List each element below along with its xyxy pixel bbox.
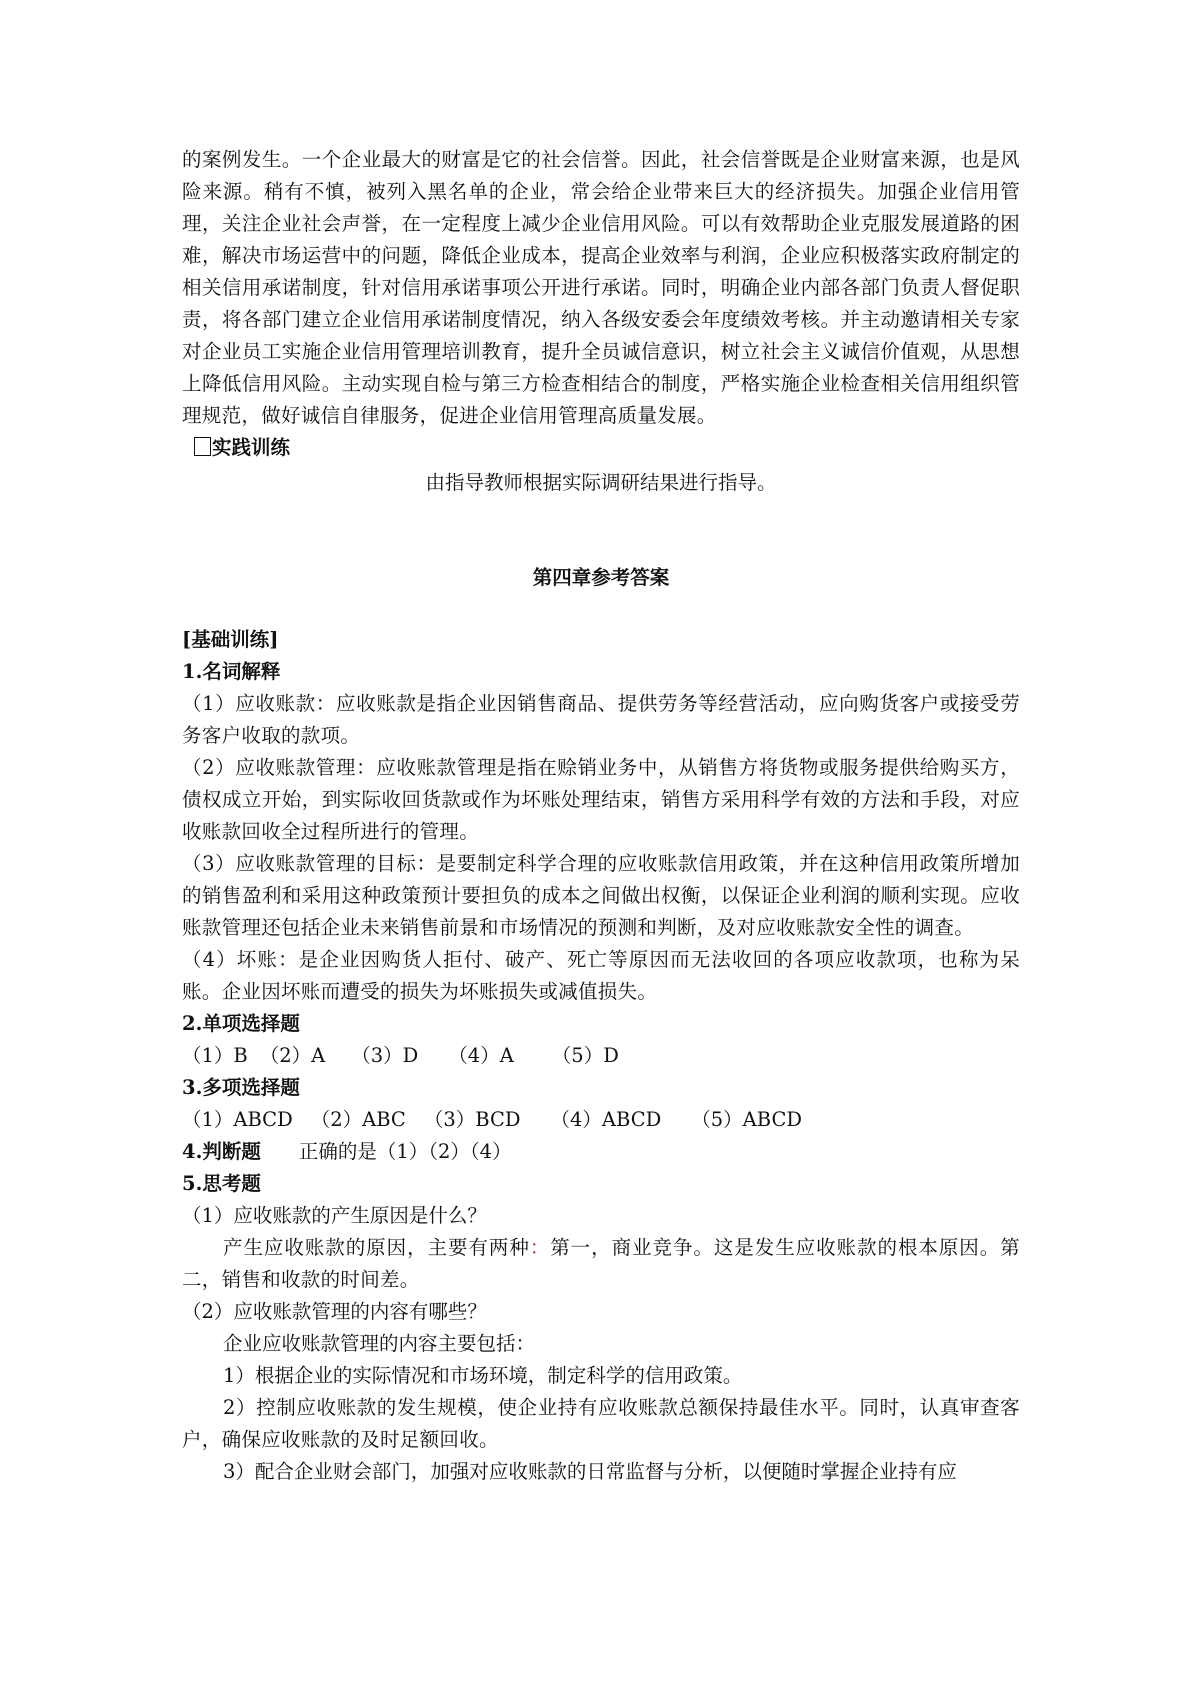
answer: （2）A — [259, 1044, 326, 1067]
definition-item: （4）坏账：是企业因购货人拒付、破产、死亡等原因而无法收回的各项应收款项，也称为呆账。企业因坏账而遭受的损失为坏账损失或减值损失。 — [182, 948, 1020, 1003]
answer-1-part2: 第一，商业竞争。这是发生应收账款的根本原因。第二，销售和收款的时间差。 — [182, 1236, 1020, 1291]
definition-item: （3）应收账款管理的目标：是要制定科学合理的应收账款信用政策，并在这种信用政策所增加的销售盈利和采用这种政策预计要担负的成本之间做出权衡，以保证企业利润的顺利实现。应收账款管理还包括企业未来销售前景和市场情况的预测和判断，及对应收账款安全性的调查。 — [182, 852, 1020, 939]
practice-heading — [194, 432, 1020, 464]
answer: （2）ABC — [310, 1108, 406, 1131]
answer-2-intro: 企业应收账款管理的内容主要包括： — [223, 1332, 536, 1355]
single-choice-answers — [182, 1040, 1020, 1072]
multi-choice-answers — [182, 1104, 1020, 1136]
answer-2-item: 2）控制应收账款的发生规模，使企业持有应收账款总额保持最佳水平。同时，认真审查客户，确保应收账款的及时足额回收。 — [182, 1396, 1020, 1451]
answer: （1）B — [182, 1044, 248, 1067]
definition-item: （2）应收账款管理：应收账款管理是指在赊销业务中，从销售方将货物或服务提供给购买方，债权成立开始，到实际收回货款或作为坏账处理结束，销售方采用科学有效的方法和手段，对应收账款回收全过程所进行的管理。 — [182, 756, 1020, 843]
basic-training-heading: [基础训练] — [182, 628, 279, 651]
answer: （3）D — [351, 1044, 419, 1067]
section-3-title: 3.多项选择题 — [182, 1076, 300, 1099]
answer-2-item: 3）配合企业财会部门，加强对应收账款的日常监督与分析，以便随时掌握企业持有应 — [223, 1460, 957, 1483]
answer: （5）ABCD — [691, 1108, 803, 1131]
answer-1-part1: 产生应收账款的原因，主要有两种 — [223, 1236, 530, 1259]
section-5-title: 5.思考题 — [182, 1172, 261, 1195]
intro-paragraph: 的案例发生。一个企业最大的财富是它的社会信誉。因此，社会信誉既是企业财富来源，也是风险来源。稍有不慎，被列入黑名单的企业，常会给企业带来巨大的经济损失。加强企业信用管理，关注企业社会声誉，在一定程度上减少企业信用风险。可以有效帮助企业克服发展道路的困难，解决市场运营中的问题，降低企业成本，提高企业效率与利润，企业应积极落实政府制定的相关信用承诺制度，针对信用承诺事项公开进行承诺。同时，明确企业内部各部门负责人督促职责，将各部门建立企业信用承诺制度情况，纳入各级安委会年度绩效考核。并主动邀请相关专家对企业员工实施企业信用管理培训教育，提升全员诚信意识，树立社会主义诚信价值观，从思想上降低信用风险。主动实现自检与第三方检查相结合的制度，严格实施企业检查相关信用组织管理规范，做好诚信自律服务，促进企业信用管理高质量发展。 — [182, 148, 1020, 427]
answer-1 — [182, 1232, 1020, 1296]
definition-item: （1）应收账款：应收账款是指企业因销售商品、提供劳务等经营活动，应向购货客户或接受劳务客户收取的款项。 — [182, 692, 1020, 747]
page-content — [182, 144, 1020, 1488]
answer: （4）ABCD — [550, 1108, 662, 1131]
chapter-title: 第四章参考答案 — [532, 566, 670, 589]
answer-1-colon: ： — [529, 1236, 551, 1259]
section-4-title: 4.判断题 — [182, 1140, 261, 1163]
answer-2-item: 1）根据企业的实际情况和市场环境，制定科学的信用政策。 — [223, 1364, 743, 1387]
answer: （4）A — [448, 1044, 514, 1067]
true-false-answer: 正确的是（1）（2）（4） — [298, 1140, 512, 1163]
practice-note: 由指导教师根据实际调研结果进行指导。 — [425, 471, 777, 494]
answer: （5）D — [551, 1044, 619, 1067]
answer: （3）BCD — [423, 1108, 521, 1131]
section-1-title: 1.名词解释 — [182, 660, 281, 683]
question-2: （2）应收账款管理的内容有哪些？ — [182, 1300, 487, 1323]
answer: （1）ABCD — [182, 1108, 293, 1131]
section-2-title: 2.单项选择题 — [182, 1012, 300, 1035]
checkbox-icon — [194, 437, 211, 456]
practice-heading-text: 实践训练 — [212, 436, 291, 459]
question-1: （1）应收账款的产生原因是什么？ — [182, 1204, 487, 1227]
true-false-line — [182, 1136, 1020, 1168]
